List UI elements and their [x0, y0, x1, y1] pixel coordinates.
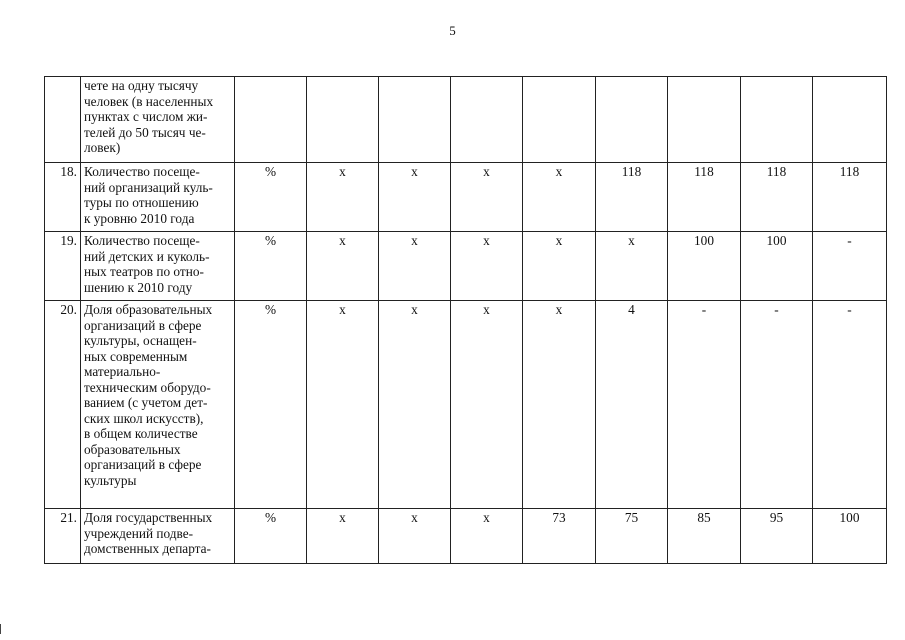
value-cell: х — [307, 509, 379, 564]
value-cell: х — [307, 163, 379, 232]
indicator-name-line: Количество посеще- — [84, 233, 200, 248]
indicator-name-line: туры по отношению — [84, 195, 199, 210]
value-cell: х — [307, 301, 379, 509]
value-cell: - — [741, 301, 813, 509]
table-row — [45, 232, 887, 301]
row-number: 18. — [45, 163, 81, 232]
indicator-name-line: ных современным — [84, 348, 188, 364]
indicator-name-line: техническим оборудо- — [84, 379, 211, 395]
unit-cell: % — [235, 232, 307, 301]
value-cell: 85 — [668, 509, 741, 564]
indicator-name-line: ний детских и куколь- — [84, 248, 210, 264]
indicator-name-line: ских школ искусств), — [84, 410, 204, 426]
indicator-name — [81, 301, 235, 509]
indicator-name-line: Доля образовательных — [84, 302, 213, 317]
value-cell: х — [379, 301, 451, 509]
value-cell: х — [451, 232, 523, 301]
indicator-name-line: домственных департа- — [84, 541, 211, 556]
unit-cell — [235, 77, 307, 163]
value-cell: - — [668, 301, 741, 509]
indicator-name-line: учреждений подве- — [84, 525, 194, 541]
indicator-name-line: ловек) — [84, 140, 121, 155]
indicator-name-line: ний организаций куль- — [84, 179, 213, 195]
value-cell — [741, 77, 813, 163]
value-cell — [307, 77, 379, 163]
value-cell: х — [596, 232, 668, 301]
indicator-name — [81, 232, 235, 301]
indicator-name-line: ванием (с учетом дет- — [84, 395, 208, 410]
scan-edge-mark — [0, 624, 1, 634]
row-number: 19. — [45, 232, 81, 301]
value-cell — [523, 77, 596, 163]
value-cell: 118 — [596, 163, 668, 232]
table-row — [45, 163, 887, 232]
value-cell: 4 — [596, 301, 668, 509]
value-cell: 100 — [668, 232, 741, 301]
table-row — [45, 77, 887, 163]
value-cell: х — [379, 232, 451, 301]
value-cell: 100 — [813, 509, 887, 564]
indicator-name-line: в общем количестве — [84, 426, 198, 441]
value-cell: х — [523, 232, 596, 301]
indicator-name-line: телей до 50 тысяч че- — [84, 124, 206, 140]
indicator-name — [81, 509, 235, 564]
value-cell — [813, 77, 887, 163]
row-number — [45, 77, 81, 163]
indicator-name-line: материально- — [84, 364, 161, 379]
value-cell: 118 — [741, 163, 813, 232]
indicator-name-line: чете на одну тысячу — [84, 78, 199, 93]
row-number: 21. — [45, 509, 81, 564]
value-cell: х — [523, 163, 596, 232]
indicator-name-line: пунктах с числом жи- — [84, 109, 208, 124]
indicator-name-line: культуры — [84, 472, 137, 488]
value-cell — [668, 77, 741, 163]
unit-cell: % — [235, 301, 307, 509]
value-cell: х — [451, 509, 523, 564]
value-cell: х — [307, 232, 379, 301]
indicator-name-line: Количество посеще- — [84, 164, 200, 179]
indicator-name-line: организаций в сфере — [84, 317, 202, 333]
value-cell: - — [813, 301, 887, 509]
unit-cell: % — [235, 163, 307, 232]
value-cell: х — [379, 163, 451, 232]
unit-cell: % — [235, 509, 307, 564]
table-row — [45, 301, 887, 509]
value-cell: х — [451, 163, 523, 232]
row-number: 20. — [45, 301, 81, 509]
value-cell: х — [451, 301, 523, 509]
value-cell: 95 — [741, 509, 813, 564]
indicator-name-line: образовательных — [84, 441, 181, 457]
value-cell — [379, 77, 451, 163]
indicator-name-line: ных театров по отно- — [84, 264, 204, 279]
value-cell: 73 — [523, 509, 596, 564]
value-cell: 118 — [668, 163, 741, 232]
table-row — [45, 509, 887, 564]
value-cell — [451, 77, 523, 163]
indicator-name-line: организаций в сфере — [84, 457, 202, 472]
value-cell: 118 — [813, 163, 887, 232]
value-cell: - — [813, 232, 887, 301]
indicator-name-line: человек (в населенных — [84, 93, 214, 109]
indicator-name-line: Доля государственных — [84, 510, 213, 525]
indicator-name-line: культуры, оснащен- — [84, 333, 197, 348]
value-cell: 75 — [596, 509, 668, 564]
indicator-name — [81, 163, 235, 232]
value-cell: х — [523, 301, 596, 509]
value-cell — [596, 77, 668, 163]
indicators-table — [44, 76, 887, 564]
page-number: 5 — [449, 23, 456, 38]
value-cell: 100 — [741, 232, 813, 301]
value-cell: х — [379, 509, 451, 564]
indicator-name-line: шению к 2010 году — [84, 279, 193, 295]
indicator-name — [81, 77, 235, 163]
indicator-name-line: к уровню 2010 года — [84, 210, 195, 226]
